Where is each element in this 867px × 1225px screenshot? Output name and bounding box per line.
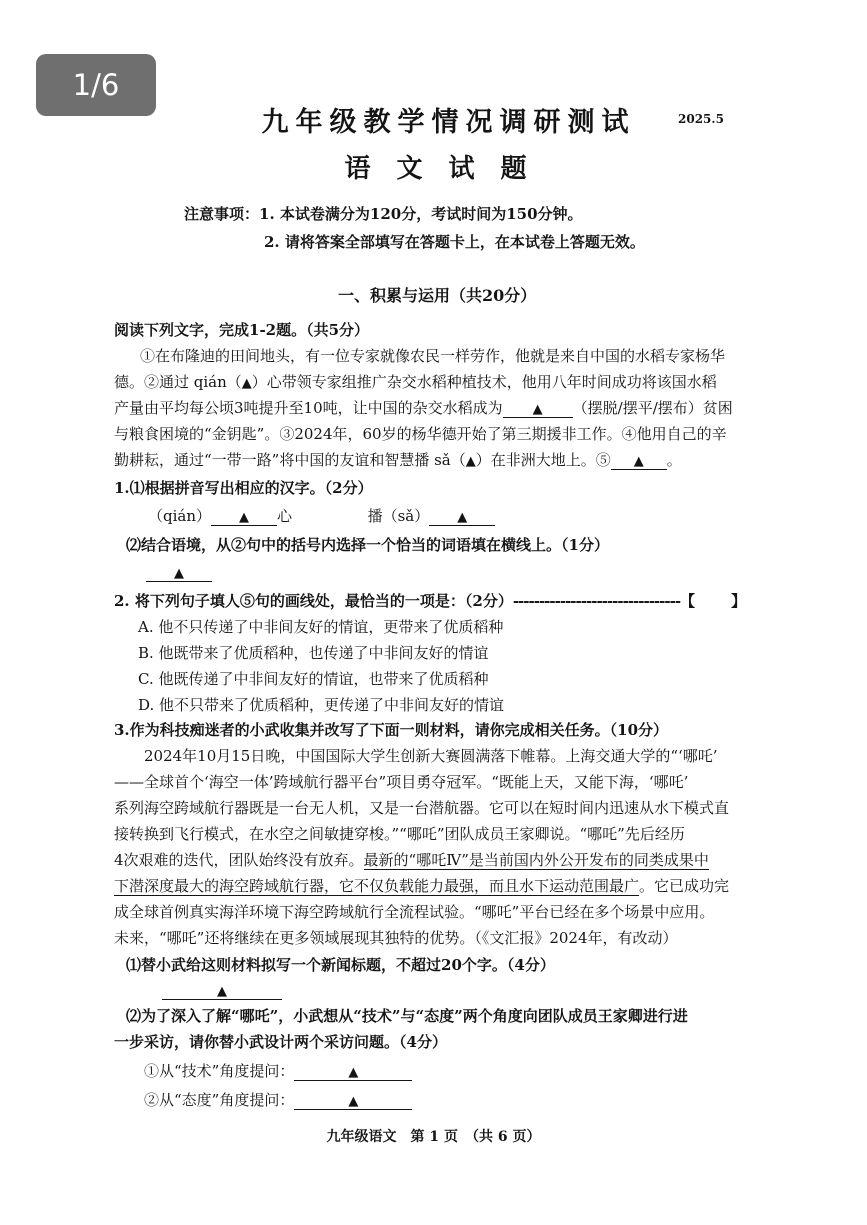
answer-blank [503, 399, 573, 418]
reading-text: 产量由平均每公顷3吨提升至10吨，让中国的杂交水稻成为 [114, 399, 503, 417]
answer-blank [429, 507, 495, 526]
blank-marker: ▲ [241, 376, 252, 391]
q1-part2: ⑵结合语境，从②句中的括号内选择一个恰当的词语填在横线上。（1分） [126, 536, 609, 554]
exam-date: 2025.5 [678, 112, 724, 126]
answer-bracket-close: 】 [731, 592, 747, 610]
answer-blank [611, 451, 667, 470]
answer-blank [211, 507, 277, 526]
pinyin-label-2: 播（sǎ） [367, 507, 430, 525]
blank-marker: ▲ [348, 1065, 359, 1080]
material-line-7: 成全球首例真实海洋环境下海空跨域航行全流程试验。“哪吒”平台已经在多个场景中应用。 [114, 903, 715, 921]
blank-marker: ▲ [457, 510, 468, 525]
q1-pinyin-row [148, 506, 495, 526]
page-indicator-badge: 1/6 [36, 54, 156, 116]
material-line-6 [114, 876, 729, 896]
blank-marker: ▲ [174, 566, 184, 581]
material-line-5 [114, 850, 709, 870]
q1-part1: 1.⑴根据拼音写出相应的汉字。（2分） [114, 479, 373, 497]
reading-line-5 [114, 450, 682, 472]
blank-marker: ▲ [465, 454, 476, 469]
q2-stem-row [114, 591, 746, 611]
material-line-4: 接转换到飞行模式，在水空之间敏捷穿梭。”“哪吒”团队成员王家卿说。“哪吒”先后经历 [114, 825, 685, 843]
pinyin-label-1: （qián） [148, 507, 212, 525]
reading-text: 德。②通过 qián（ [114, 373, 242, 391]
exam-subtitle: 语文试题 [344, 154, 553, 184]
reading-text: 。 [666, 451, 682, 469]
underlined-sentence: 最新的“哪吒Ⅳ”是当前国内外公开发布的同类成果中 [363, 851, 709, 869]
q2-stem: 2. 将下列句子填人⑤句的画线处，最恰当的一项是：（2分） [114, 592, 513, 610]
reading-intro: 阅读下列文字，完成1-2题。（共5分） [114, 321, 370, 339]
pinyin-char-1: 心 [277, 507, 293, 525]
q3-sub1-answer [162, 980, 282, 1000]
notice-label: 注意事项： [184, 205, 260, 223]
q3-ask-1 [144, 1061, 412, 1081]
reading-line-1: ①在布隆迪的田间地头，有一位专家就像农民一样劳作，他就是来自中国的水稻专家杨华 [140, 347, 726, 365]
reading-line-4: 与粮食困境的“金钥匙”。③2024年，60岁的杨华德开始了第三期援非工作。④他用自己的辛 [114, 425, 727, 443]
answer-blank [162, 981, 282, 1000]
material-line-3: 系列海空跨域航行器既是一台无人机，又是一台潜航器。它可以在短时间内迅速从水下模式直 [114, 799, 730, 817]
notice-item-2: 2. 请将答案全部填写在答题卡上，在本试卷上答题无效。 [264, 233, 645, 251]
q2-option-a: A. 他不只传递了中非间友好的情谊，更带来了优质稻种 [138, 618, 504, 636]
page-footer: 九年级语文 第 1 页 （共 6 页） [326, 1129, 541, 1145]
leader-dots: -------------------------------- [512, 592, 681, 610]
notice-line-1 [184, 204, 583, 224]
reading-text: 勤耕耘，通过“一带一路”将中国的友谊和智慧播 sǎ（ [114, 451, 466, 469]
reading-text: ）在非洲大地上。⑤ [475, 451, 611, 469]
q3-sub2-line-1: ⑵为了深入了解“哪吒”，小武想从“技术”与“态度”两个角度向团队成员王家卿进行进 [126, 1007, 688, 1025]
material-line-8: 未来，“哪吒”还将继续在更多领域展现其独特的优势。（《文汇报》2024年，有改动） [114, 929, 678, 947]
blank-marker: ▲ [239, 510, 250, 525]
q2-option-b: B. 他既带来了优质稻种，也传递了中非间友好的情谊 [138, 644, 489, 662]
answer-blank [294, 1091, 412, 1110]
reading-text: ）心带领专家组推广杂交水稻种植技术，他用八年时间成功将该国水稻 [251, 373, 717, 391]
q1-answer-line [146, 562, 212, 582]
underlined-sentence: 下潜深度最大的海空跨域航行器，它不仅负载能力最强，而且水下运动范围最广 [114, 877, 640, 895]
blank-marker: ▲ [217, 984, 227, 999]
q3-stem: 3.作为科技痴迷者的小武收集并改写了下面一则材料，请你完成相关任务。（10分） [114, 721, 669, 739]
material-text: 4次艰难的迭代，团队始终没有放弃。 [114, 851, 364, 869]
material-text: 。它已成功完 [639, 877, 730, 895]
answer-blank [146, 563, 212, 582]
reading-text: （摆脱/摆平/摆布）贫困 [572, 399, 733, 417]
reading-line-3 [114, 398, 733, 418]
material-line-2: ——全球首个‘海空一体’跨域航行器平台”项目勇夺冠军。“既能上天，又能下海，‘哪吒’ [114, 773, 689, 791]
blank-marker: ▲ [532, 402, 543, 417]
blank-marker: ▲ [348, 1094, 359, 1109]
answer-bracket-open: 【 [680, 592, 696, 610]
answer-blank [294, 1062, 412, 1081]
q3-sub2-line-2: 一步采访，请你替小武设计两个采访问题。（4分） [114, 1033, 447, 1051]
exam-title: 九年级教学情况调研测试 [261, 107, 636, 138]
q2-option-c: C. 他既传递了中非间友好的情谊，也带来了优质稻种 [138, 670, 489, 688]
material-line-1: 2024年10月15日晚，中国国际大学生创新大赛圆满落下帷幕。上海交通大学的“‘哪吒’ [144, 747, 718, 765]
section-heading: 一、积累与运用（共20分） [338, 286, 537, 305]
reading-line-2 [114, 372, 717, 394]
ask-label-attitude: ②从“态度”角度提问： [144, 1091, 295, 1109]
ask-label-technology: ①从“技术”角度提问： [144, 1062, 295, 1080]
q2-option-d: D. 他不只带来了优质稻种，更传递了中非间友好的情谊 [138, 696, 505, 714]
q3-ask-2 [144, 1090, 412, 1110]
blank-marker: ▲ [633, 454, 644, 469]
q3-sub1: ⑴替小武给这则材料拟写一个新闻标题，不超过20个字。（4分） [126, 956, 555, 974]
notice-item-1: 1. 本试卷满分为120分，考试时间为150分钟。 [259, 205, 583, 223]
